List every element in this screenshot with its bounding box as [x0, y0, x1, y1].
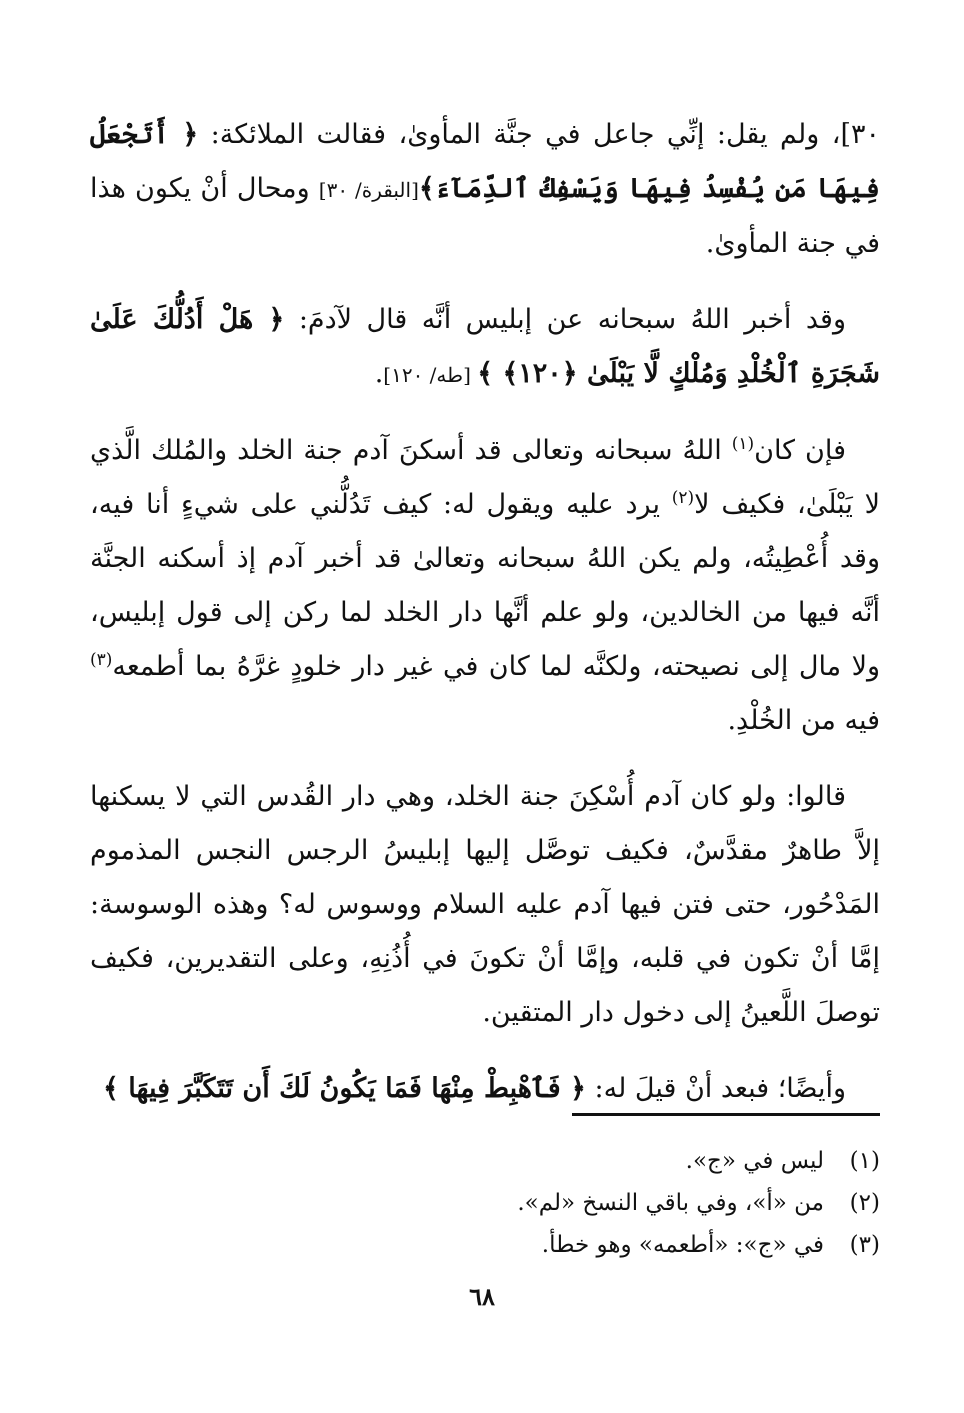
footnote-separator [572, 1113, 880, 1116]
footnote-marker: (١) [731, 434, 755, 454]
footnote-marker: (٣) [90, 650, 113, 670]
paragraph-3 [90, 424, 880, 748]
footnote-number: (٣) [849, 1232, 880, 1258]
footnote-number: (٢) [849, 1190, 880, 1216]
footnote-text: ليس في «ج». [685, 1148, 824, 1174]
main-text [90, 108, 880, 1138]
verse-reference: [طه/ ١٢٠] [383, 363, 478, 387]
footnotes [90, 1140, 880, 1266]
text-segment: فإن كان [754, 435, 846, 466]
text-segment: ومحال أنْ يكون هذا في جنة المأوىٰ. [90, 173, 880, 259]
footnote-3 [90, 1224, 880, 1266]
text-segment: يرد عليه ويقول له: كيف تَدُلُّني على شيءٍ أنا فيه، وقد أُعْطِيتُه، ولم يكن اللهُ سبحانه وتعالىٰ قد أخبر آدم إذ أسكنه الجنَّة أنَّه فيها من الخالدين، ولو علم أنَّها دار الخلد لما ركن إلى قول إبليس، ولا مال إلى نصيحته، ولكنَّه لما كان في غير دار خلودٍ غرَّهُ بما أطمعه [90, 489, 880, 682]
text-segment: وأيضًا؛ فبعد أنْ قيلَ له: [585, 1073, 846, 1104]
text-segment: فيه من الخُلْدِ. [727, 705, 880, 736]
verse-reference: [البقرة/ ٣٠] [318, 178, 419, 202]
footnote-2 [90, 1182, 880, 1224]
text-segment: ٣٠]، ولم يقل: إنِّي جاعل في جنَّة المأوىٰ، فقالت الملائكة: [198, 119, 880, 150]
page-number: ٦٨ [469, 1282, 495, 1311]
paragraph-2 [90, 293, 880, 402]
text-segment: وقد أخبر اللهُ سبحانه عن إبليس أنَّه قال لآدمَ: [284, 304, 847, 335]
footnote-1 [90, 1140, 880, 1182]
paragraph-4 [90, 770, 880, 1040]
footnote-number: (١) [849, 1148, 880, 1174]
text-segment: اللهُ سبحانه وتعالى قد أسكنَ آدم جنة الخلد والمُلك الَّذي لا يَبْلَىٰ، فكيف لا [90, 435, 881, 520]
text-segment: . [374, 358, 384, 389]
quran-verse: ﴿ هَلْ أَدُلُّكَ عَلَىٰ شَجَرَةِ ٱلْخُلْدِ وَمُلْكٍ لَّا يَبْلَىٰ ﴿١٢٠﴾ ﴾ [90, 304, 880, 389]
paragraph-5 [90, 1062, 880, 1116]
footnote-text: في «ج»: «أطعمه» وهو خطأ. [541, 1232, 824, 1258]
quran-verse: ﴿ أَتَجْعَلُ فِيهَا مَن يُفْسِدُ فِيهَا وَيَسْفِكُ ٱلدِّمَآءَ﴾ [90, 119, 881, 204]
text-segment: قالوا: ولو كان آدم أُسْكِنَ جنة الخلد، وهي دار القُدس التي لا يسكنها إلاَّ طاهرٌ مقدَّسٌ، فكيف توصَّل إليها إبليسُ الرجس النجس المذموم المَدْحُور، حتى فتن فيها آدم عليه السلام ووسوس له؟ وهذه الوسوسة: إمَّا أنْ تكون في قلبه، وإمَّا أنْ تكونَ في أُذُنِهِ، وعلى التقديرين، فكيف توصلَ اللَّعينُ إلى دخول دار المتقين. [90, 781, 880, 1028]
footnote-text: من «أ»، وفي باقي النسخ «لم». [517, 1190, 824, 1216]
quran-verse: ﴿ فَٱهْبِطْ مِنْهَا فَمَا يَكُونُ لَكَ أَن تَتَكَبَّرَ فِيهَا ﴾ [103, 1073, 586, 1104]
paragraph-1 [90, 108, 880, 271]
footnote-marker: (٢) [671, 488, 695, 508]
